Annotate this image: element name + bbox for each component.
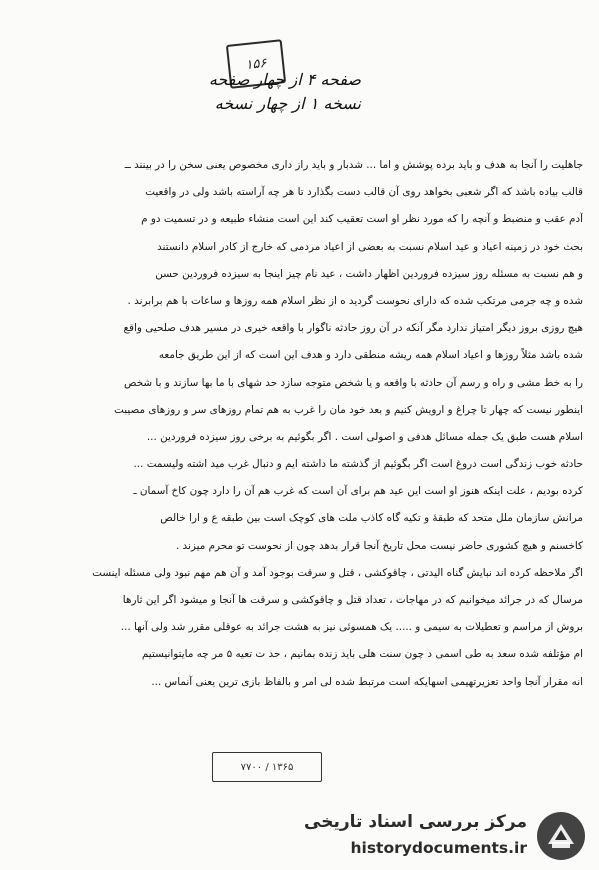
archive-logo-icon <box>535 810 587 862</box>
body-line: را به خط مشی و راه و رسم آن حادثه با واقعه و یا شخص متوجه سازد حد شهای با ما بها سازند و با شخص <box>123 376 583 389</box>
body-line: شده و چه جرمی مرتکب شده که دارای نحوست گردید ه از نظر اسلام همه روزها و ساعات با هم برابرند . <box>127 294 583 307</box>
body-line: و هم نسبت به مسئله روز سیزده فروردین اظهار داشت ، عید نام چیز اینجا به سیزده فروردین حسن <box>155 267 583 280</box>
body-line: بروش از مراسم و تعطیلات به سیمی و ..... یک همسوئی نیز به هشت جرائد به عوقلی مقرر شد ولی آنها ... <box>120 621 583 634</box>
body-line: حادثه خوب زندگی است دروغ است اگر بگوئیم از گذشته ما داشته ایم و دنبال غرب مید اشته ولیسمت ... <box>133 458 583 471</box>
body-line: هیچ روزی بروز دیگر امتیاز ندارد مگر آنکه در آن روز حادثه ناگوار با واقعه خیری در مسیر هدف صلحیی واقع <box>123 322 583 335</box>
body-line: جاهلیت را آنجا به هدف و باید برده پوشش و اما ... شدبار و باید راز داری مخصوص یعنی سخن را در بینند ــ <box>124 159 583 171</box>
body-line: شده باشد مثلاً روزها و اعیاد اسلام همه ریشه منطقی دارد و هدف این است که از این طریق جامعه <box>158 349 583 362</box>
body-line: آدم عقب و منضبط و آنچه را که مورد نظر او است تعقیب کند این است منشاء طبیعه و در تسمیت دو م <box>141 213 583 226</box>
watermark-persian: مرکز بررسی اسناد تاریخی <box>304 812 527 832</box>
body-line: قالب بیاده باشد که اگر شعبی بخواهد روی آن قالب دست بگذارد تا هر چه آراسته باشد ولی در واقعیت <box>145 186 583 199</box>
body-line: ام مؤتلفه شده سعد به طی اسمی د چون سنت هلی باید زنده بمانیم ، حد ت تعیه ۵ مر چه مایتوانیستیم <box>141 648 583 661</box>
body-line: اینطور نیست که چهار تا چراغ و ارویش کنیم و بعد خود مان را غرب به هم تمام روزهای سر و روزهای مصیبت <box>114 403 583 416</box>
body-line: اگر ملاحظه کرده اند نبایش گناه الیدتی ، چاقوکشی ، قتل و سرقت بوجود آمد و آن هم مهم نبود ولی مسئله اینست <box>92 566 583 579</box>
body-line: بحث خود در زمینه اعیاد و عید اسلام نسبت به بعضی از اعیاد مردمی که خارج از کادر اسلام دانستند <box>157 240 583 253</box>
document-body <box>18 152 583 696</box>
body-line: انه مقرار آنجا واحد تعزیرتهیمی اسهایکه است مرتبط شده لی امر و بالفاظ بازی ترین یعنی آنماس ... <box>151 675 583 688</box>
body-line: اسلام هست طبق یک جمله مسائل هدفی و اصولی است . اگر بگوئیم به برخی روز سیزده فروردین ... <box>146 430 583 443</box>
watermark-english: historydocuments.ir <box>350 839 527 857</box>
page-count-block <box>161 68 361 116</box>
corner-stamp-mark: ۱۵۶ <box>244 55 268 73</box>
watermark <box>287 806 587 866</box>
registration-stamp-text: ۱۳۶۵ / ۷۷۰۰ <box>240 761 294 773</box>
page-count-line: صفحه ۴ از چهار صفحه <box>208 70 361 89</box>
body-line: مرانش سازمان ملل متحد که طبقهٔ و تکیه گاه کاذب ملت های کوچک است بین طبقه ع و ارا خالص <box>160 512 583 525</box>
registration-stamp <box>212 752 322 782</box>
body-line: کاخسنم و هیچ کشوری حاضر نیست محل تاریخ آنجا قرار بدهد چون از نحوست تو محرم میزند . <box>175 539 583 552</box>
body-line: مرسال که در جرائد میخوانیم که در مهاجات ، تعداد قتل و چاقوکشی و سرقت ها آنجا و میشود اگر این ثارها <box>122 594 583 606</box>
copy-count-line: نسخه ۱ از چهار نسخه <box>214 94 361 113</box>
body-line: کرده بودیم ، علت اینکه هنوز او است این عید هم برای آن است که غرب هم آن را دارد چون کاخ آسمان ـ <box>133 485 583 498</box>
